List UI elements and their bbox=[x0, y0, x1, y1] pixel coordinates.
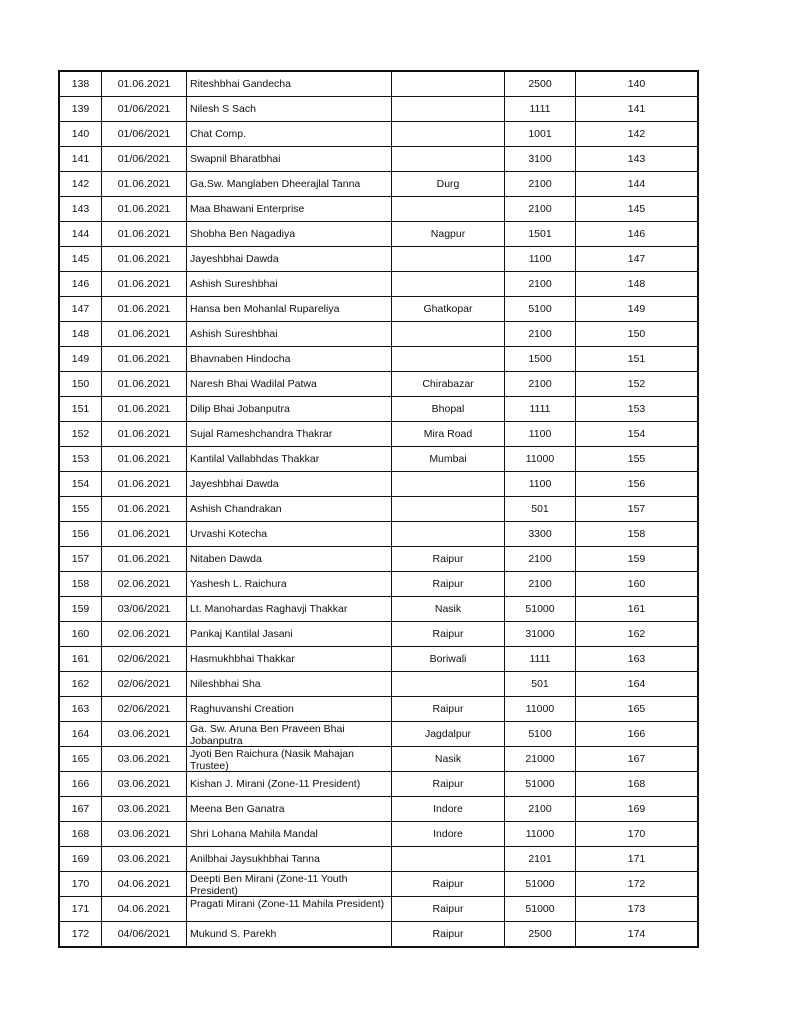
donor-name-text: Jayeshbhai Dawda bbox=[190, 478, 279, 490]
serial-number-cell: 165 bbox=[59, 747, 102, 772]
date-cell: 01.06.2021 bbox=[102, 372, 187, 397]
donor-name-cell bbox=[187, 197, 392, 222]
serial-number-cell: 160 bbox=[59, 622, 102, 647]
city-cell: Raipur bbox=[392, 547, 505, 572]
serial-number-cell: 144 bbox=[59, 222, 102, 247]
table-row bbox=[59, 572, 698, 597]
city-cell bbox=[392, 122, 505, 147]
donor-name-text: Naresh Bhai Wadilal Patwa bbox=[190, 378, 317, 390]
receipt-number-cell: 142 bbox=[576, 122, 699, 147]
table-row bbox=[59, 97, 698, 122]
receipt-number-cell: 153 bbox=[576, 397, 699, 422]
receipt-number-cell: 172 bbox=[576, 872, 699, 897]
donation-ledger-table bbox=[58, 70, 699, 948]
amount-cell: 2100 bbox=[505, 322, 576, 347]
amount-cell: 2100 bbox=[505, 572, 576, 597]
donor-name-text: Meena Ben Ganatra bbox=[190, 803, 285, 815]
date-cell: 02/06/2021 bbox=[102, 647, 187, 672]
city-cell bbox=[392, 97, 505, 122]
receipt-number-cell: 141 bbox=[576, 97, 699, 122]
table-row bbox=[59, 222, 698, 247]
serial-number-cell: 142 bbox=[59, 172, 102, 197]
amount-cell: 51000 bbox=[505, 872, 576, 897]
amount-cell: 21000 bbox=[505, 747, 576, 772]
donor-name-text: Swapnil Bharatbhai bbox=[190, 153, 281, 165]
donor-name-text: Deepti Ben Mirani (Zone-11 Youth President) bbox=[190, 873, 348, 896]
donor-name-text: Bhavnaben Hindocha bbox=[190, 353, 291, 365]
amount-cell: 2100 bbox=[505, 172, 576, 197]
date-cell: 01.06.2021 bbox=[102, 172, 187, 197]
donor-name-cell bbox=[187, 872, 392, 897]
receipt-number-cell: 147 bbox=[576, 247, 699, 272]
receipt-number-cell: 140 bbox=[576, 71, 699, 97]
receipt-number-cell: 171 bbox=[576, 847, 699, 872]
amount-cell: 1100 bbox=[505, 472, 576, 497]
amount-cell: 5100 bbox=[505, 297, 576, 322]
serial-number-cell: 166 bbox=[59, 772, 102, 797]
city-cell bbox=[392, 71, 505, 97]
donor-name-text: Dilip Bhai Jobanputra bbox=[190, 403, 290, 415]
table-row bbox=[59, 897, 698, 922]
city-cell: Raipur bbox=[392, 572, 505, 597]
amount-cell: 2101 bbox=[505, 847, 576, 872]
city-cell bbox=[392, 347, 505, 372]
serial-number-cell: 151 bbox=[59, 397, 102, 422]
donor-name-cell bbox=[187, 422, 392, 447]
amount-cell: 1111 bbox=[505, 647, 576, 672]
amount-cell: 2100 bbox=[505, 797, 576, 822]
date-cell: 01/06/2021 bbox=[102, 147, 187, 172]
ledger-body bbox=[59, 71, 698, 947]
table-row bbox=[59, 547, 698, 572]
table-row bbox=[59, 872, 698, 897]
donor-name-text: Pragati Mirani (Zone-11 Mahila President) bbox=[190, 898, 385, 910]
table-row bbox=[59, 372, 698, 397]
amount-cell: 1100 bbox=[505, 422, 576, 447]
donor-name-text: Ga. Sw. Aruna Ben Praveen Bhai Jobanputra bbox=[190, 723, 345, 746]
date-cell: 02/06/2021 bbox=[102, 672, 187, 697]
city-cell: Chirabazar bbox=[392, 372, 505, 397]
table-row bbox=[59, 672, 698, 697]
amount-cell: 501 bbox=[505, 672, 576, 697]
serial-number-cell: 153 bbox=[59, 447, 102, 472]
table-row bbox=[59, 272, 698, 297]
donor-name-text: Nileshbhai Sha bbox=[190, 678, 261, 690]
donor-name-text: Jayeshbhai Dawda bbox=[190, 253, 279, 265]
table-row bbox=[59, 71, 698, 97]
date-cell: 01.06.2021 bbox=[102, 522, 187, 547]
amount-cell: 2100 bbox=[505, 197, 576, 222]
donor-name-cell bbox=[187, 347, 392, 372]
serial-number-cell: 159 bbox=[59, 597, 102, 622]
table-row bbox=[59, 147, 698, 172]
date-cell: 01.06.2021 bbox=[102, 397, 187, 422]
table-row bbox=[59, 122, 698, 147]
city-cell bbox=[392, 497, 505, 522]
amount-cell: 51000 bbox=[505, 772, 576, 797]
serial-number-cell: 155 bbox=[59, 497, 102, 522]
serial-number-cell: 163 bbox=[59, 697, 102, 722]
amount-cell: 31000 bbox=[505, 622, 576, 647]
amount-cell: 2100 bbox=[505, 272, 576, 297]
table-row bbox=[59, 622, 698, 647]
donor-name-text: Hasmukhbhai Thakkar bbox=[190, 653, 295, 665]
donor-name-text: Pankaj Kantilal Jasani bbox=[190, 628, 293, 640]
amount-cell: 2500 bbox=[505, 71, 576, 97]
table-row bbox=[59, 922, 698, 948]
city-cell bbox=[392, 672, 505, 697]
table-row bbox=[59, 497, 698, 522]
receipt-number-cell: 146 bbox=[576, 222, 699, 247]
donor-name-cell bbox=[187, 472, 392, 497]
serial-number-cell: 150 bbox=[59, 372, 102, 397]
city-cell: Raipur bbox=[392, 772, 505, 797]
donor-name-cell bbox=[187, 297, 392, 322]
city-cell: Jagdalpur bbox=[392, 722, 505, 747]
donor-name-text: Kantilal Vallabhdas Thakkar bbox=[190, 453, 320, 465]
amount-cell: 11000 bbox=[505, 697, 576, 722]
donor-name-cell bbox=[187, 697, 392, 722]
date-cell: 04/06/2021 bbox=[102, 922, 187, 948]
receipt-number-cell: 166 bbox=[576, 722, 699, 747]
donor-name-cell bbox=[187, 172, 392, 197]
donor-name-text: Ashish Chandrakan bbox=[190, 503, 282, 515]
serial-number-cell: 148 bbox=[59, 322, 102, 347]
city-cell: Durg bbox=[392, 172, 505, 197]
receipt-number-cell: 143 bbox=[576, 147, 699, 172]
amount-cell: 2100 bbox=[505, 547, 576, 572]
date-cell: 03.06.2021 bbox=[102, 772, 187, 797]
date-cell: 02.06.2021 bbox=[102, 572, 187, 597]
city-cell: Boriwali bbox=[392, 647, 505, 672]
city-cell bbox=[392, 522, 505, 547]
donor-name-cell bbox=[187, 322, 392, 347]
serial-number-cell: 157 bbox=[59, 547, 102, 572]
receipt-number-cell: 145 bbox=[576, 197, 699, 222]
donor-name-text: Nilesh S Sach bbox=[190, 103, 256, 115]
donor-name-cell bbox=[187, 147, 392, 172]
donor-name-cell bbox=[187, 847, 392, 872]
donor-name-text: Chat Comp. bbox=[190, 128, 247, 140]
serial-number-cell: 141 bbox=[59, 147, 102, 172]
serial-number-cell: 162 bbox=[59, 672, 102, 697]
donor-name-cell bbox=[187, 122, 392, 147]
amount-cell: 51000 bbox=[505, 897, 576, 922]
donor-name-cell bbox=[187, 647, 392, 672]
table-row bbox=[59, 697, 698, 722]
table-row bbox=[59, 172, 698, 197]
date-cell: 01.06.2021 bbox=[102, 272, 187, 297]
donor-name-cell bbox=[187, 522, 392, 547]
receipt-number-cell: 173 bbox=[576, 897, 699, 922]
receipt-number-cell: 149 bbox=[576, 297, 699, 322]
receipt-number-cell: 152 bbox=[576, 372, 699, 397]
receipt-number-cell: 168 bbox=[576, 772, 699, 797]
serial-number-cell: 146 bbox=[59, 272, 102, 297]
serial-number-cell: 140 bbox=[59, 122, 102, 147]
date-cell: 01.06.2021 bbox=[102, 71, 187, 97]
receipt-number-cell: 167 bbox=[576, 747, 699, 772]
receipt-number-cell: 165 bbox=[576, 697, 699, 722]
amount-cell: 5100 bbox=[505, 722, 576, 747]
city-cell bbox=[392, 197, 505, 222]
donor-name-text: Lt. Manohardas Raghavji Thakkar bbox=[190, 603, 348, 615]
receipt-number-cell: 163 bbox=[576, 647, 699, 672]
city-cell: Nasik bbox=[392, 597, 505, 622]
date-cell: 01/06/2021 bbox=[102, 122, 187, 147]
city-cell: Ghatkopar bbox=[392, 297, 505, 322]
city-cell: Mumbai bbox=[392, 447, 505, 472]
receipt-number-cell: 155 bbox=[576, 447, 699, 472]
donor-name-cell bbox=[187, 597, 392, 622]
serial-number-cell: 158 bbox=[59, 572, 102, 597]
city-cell: Raipur bbox=[392, 897, 505, 922]
serial-number-cell: 147 bbox=[59, 297, 102, 322]
donor-name-cell bbox=[187, 922, 392, 948]
donor-name-cell bbox=[187, 372, 392, 397]
donor-name-text: Yashesh L. Raichura bbox=[190, 578, 287, 590]
city-cell: Raipur bbox=[392, 922, 505, 948]
city-cell: Nagpur bbox=[392, 222, 505, 247]
amount-cell: 501 bbox=[505, 497, 576, 522]
donor-name-text: Ashish Sureshbhai bbox=[190, 278, 278, 290]
donor-name-cell bbox=[187, 71, 392, 97]
serial-number-cell: 138 bbox=[59, 71, 102, 97]
amount-cell: 1500 bbox=[505, 347, 576, 372]
receipt-number-cell: 144 bbox=[576, 172, 699, 197]
serial-number-cell: 169 bbox=[59, 847, 102, 872]
table-row bbox=[59, 847, 698, 872]
city-cell: Raipur bbox=[392, 622, 505, 647]
city-cell: Indore bbox=[392, 797, 505, 822]
receipt-number-cell: 170 bbox=[576, 822, 699, 847]
receipt-number-cell: 160 bbox=[576, 572, 699, 597]
donor-name-cell bbox=[187, 822, 392, 847]
receipt-number-cell: 148 bbox=[576, 272, 699, 297]
date-cell: 01.06.2021 bbox=[102, 472, 187, 497]
date-cell: 01.06.2021 bbox=[102, 497, 187, 522]
table-row bbox=[59, 447, 698, 472]
donor-name-cell bbox=[187, 622, 392, 647]
date-cell: 01.06.2021 bbox=[102, 347, 187, 372]
donor-name-cell bbox=[187, 897, 392, 922]
date-cell: 01.06.2021 bbox=[102, 322, 187, 347]
table-row bbox=[59, 722, 698, 747]
date-cell: 03/06/2021 bbox=[102, 597, 187, 622]
donor-name-cell bbox=[187, 722, 392, 747]
date-cell: 01.06.2021 bbox=[102, 247, 187, 272]
table-row bbox=[59, 197, 698, 222]
amount-cell: 1501 bbox=[505, 222, 576, 247]
table-row bbox=[59, 597, 698, 622]
date-cell: 03.06.2021 bbox=[102, 722, 187, 747]
donor-name-cell bbox=[187, 772, 392, 797]
donor-name-text: Raghuvanshi Creation bbox=[190, 703, 294, 715]
city-cell: Raipur bbox=[392, 872, 505, 897]
city-cell bbox=[392, 272, 505, 297]
donor-name-text: Riteshbhai Gandecha bbox=[190, 78, 291, 90]
date-cell: 03.06.2021 bbox=[102, 797, 187, 822]
city-cell bbox=[392, 322, 505, 347]
date-cell: 01.06.2021 bbox=[102, 422, 187, 447]
receipt-number-cell: 158 bbox=[576, 522, 699, 547]
serial-number-cell: 156 bbox=[59, 522, 102, 547]
receipt-number-cell: 159 bbox=[576, 547, 699, 572]
donor-name-text: Sujal Rameshchandra Thakrar bbox=[190, 428, 333, 440]
donor-name-text: Shobha Ben Nagadiya bbox=[190, 228, 296, 240]
amount-cell: 1001 bbox=[505, 122, 576, 147]
serial-number-cell: 167 bbox=[59, 797, 102, 822]
date-cell: 02/06/2021 bbox=[102, 697, 187, 722]
donor-name-text: Anilbhai Jaysukhbhai Tanna bbox=[190, 853, 320, 865]
serial-number-cell: 152 bbox=[59, 422, 102, 447]
city-cell bbox=[392, 847, 505, 872]
receipt-number-cell: 150 bbox=[576, 322, 699, 347]
serial-number-cell: 154 bbox=[59, 472, 102, 497]
donor-name-text: Urvashi Kotecha bbox=[190, 528, 268, 540]
donor-name-text: Mukund S. Parekh bbox=[190, 928, 277, 940]
table-row bbox=[59, 522, 698, 547]
donor-name-cell bbox=[187, 747, 392, 772]
table-row bbox=[59, 822, 698, 847]
table-row bbox=[59, 247, 698, 272]
city-cell: Mira Road bbox=[392, 422, 505, 447]
city-cell: Raipur bbox=[392, 697, 505, 722]
serial-number-cell: 139 bbox=[59, 97, 102, 122]
donor-name-cell bbox=[187, 247, 392, 272]
serial-number-cell: 149 bbox=[59, 347, 102, 372]
receipt-number-cell: 169 bbox=[576, 797, 699, 822]
table-row bbox=[59, 322, 698, 347]
table-row bbox=[59, 347, 698, 372]
amount-cell: 2100 bbox=[505, 372, 576, 397]
donor-name-text: Shri Lohana Mahila Mandal bbox=[190, 828, 318, 840]
date-cell: 03.06.2021 bbox=[102, 847, 187, 872]
receipt-number-cell: 174 bbox=[576, 922, 699, 948]
date-cell: 01/06/2021 bbox=[102, 97, 187, 122]
receipt-number-cell: 161 bbox=[576, 597, 699, 622]
date-cell: 01.06.2021 bbox=[102, 547, 187, 572]
donor-name-cell bbox=[187, 97, 392, 122]
donor-name-cell bbox=[187, 222, 392, 247]
donor-name-text: Ga.Sw. Manglaben Dheerajlal Tanna bbox=[190, 178, 361, 190]
donor-name-cell bbox=[187, 272, 392, 297]
city-cell: Nasik bbox=[392, 747, 505, 772]
city-cell bbox=[392, 147, 505, 172]
donor-name-text: Jyoti Ben Raichura (Nasik Mahajan Trustee) bbox=[190, 748, 354, 771]
receipt-number-cell: 156 bbox=[576, 472, 699, 497]
donor-name-text: Kishan J. Mirani (Zone-11 President) bbox=[190, 778, 361, 790]
donor-name-cell bbox=[187, 672, 392, 697]
date-cell: 01.06.2021 bbox=[102, 297, 187, 322]
table-row bbox=[59, 797, 698, 822]
date-cell: 01.06.2021 bbox=[102, 197, 187, 222]
serial-number-cell: 172 bbox=[59, 922, 102, 948]
table-row bbox=[59, 397, 698, 422]
amount-cell: 2500 bbox=[505, 922, 576, 948]
city-cell bbox=[392, 247, 505, 272]
city-cell bbox=[392, 472, 505, 497]
date-cell: 03.06.2021 bbox=[102, 747, 187, 772]
donor-name-cell bbox=[187, 397, 392, 422]
table-row bbox=[59, 647, 698, 672]
serial-number-cell: 161 bbox=[59, 647, 102, 672]
table-row bbox=[59, 747, 698, 772]
table-row bbox=[59, 772, 698, 797]
receipt-number-cell: 162 bbox=[576, 622, 699, 647]
amount-cell: 1100 bbox=[505, 247, 576, 272]
amount-cell: 3300 bbox=[505, 522, 576, 547]
donor-name-cell bbox=[187, 572, 392, 597]
table-row bbox=[59, 422, 698, 447]
table-row bbox=[59, 297, 698, 322]
donor-name-cell bbox=[187, 797, 392, 822]
receipt-number-cell: 157 bbox=[576, 497, 699, 522]
city-cell: Bhopal bbox=[392, 397, 505, 422]
donor-name-text: Nitaben Dawda bbox=[190, 553, 262, 565]
donor-name-text: Ashish Sureshbhai bbox=[190, 328, 278, 340]
receipt-number-cell: 154 bbox=[576, 422, 699, 447]
table-row bbox=[59, 472, 698, 497]
donor-name-cell bbox=[187, 547, 392, 572]
serial-number-cell: 170 bbox=[59, 872, 102, 897]
amount-cell: 51000 bbox=[505, 597, 576, 622]
donor-name-cell bbox=[187, 447, 392, 472]
amount-cell: 1111 bbox=[505, 397, 576, 422]
donor-name-cell bbox=[187, 497, 392, 522]
date-cell: 02.06.2021 bbox=[102, 622, 187, 647]
date-cell: 01.06.2021 bbox=[102, 447, 187, 472]
serial-number-cell: 143 bbox=[59, 197, 102, 222]
date-cell: 04.06.2021 bbox=[102, 872, 187, 897]
city-cell: Indore bbox=[392, 822, 505, 847]
date-cell: 01.06.2021 bbox=[102, 222, 187, 247]
donor-name-text: Maa Bhawani Enterprise bbox=[190, 203, 305, 215]
donor-name-text: Hansa ben Mohanlal Rupareliya bbox=[190, 303, 340, 315]
amount-cell: 3100 bbox=[505, 147, 576, 172]
date-cell: 03.06.2021 bbox=[102, 822, 187, 847]
amount-cell: 11000 bbox=[505, 822, 576, 847]
amount-cell: 11000 bbox=[505, 447, 576, 472]
serial-number-cell: 164 bbox=[59, 722, 102, 747]
serial-number-cell: 145 bbox=[59, 247, 102, 272]
serial-number-cell: 171 bbox=[59, 897, 102, 922]
serial-number-cell: 168 bbox=[59, 822, 102, 847]
receipt-number-cell: 164 bbox=[576, 672, 699, 697]
amount-cell: 1111 bbox=[505, 97, 576, 122]
receipt-number-cell: 151 bbox=[576, 347, 699, 372]
date-cell: 04.06.2021 bbox=[102, 897, 187, 922]
